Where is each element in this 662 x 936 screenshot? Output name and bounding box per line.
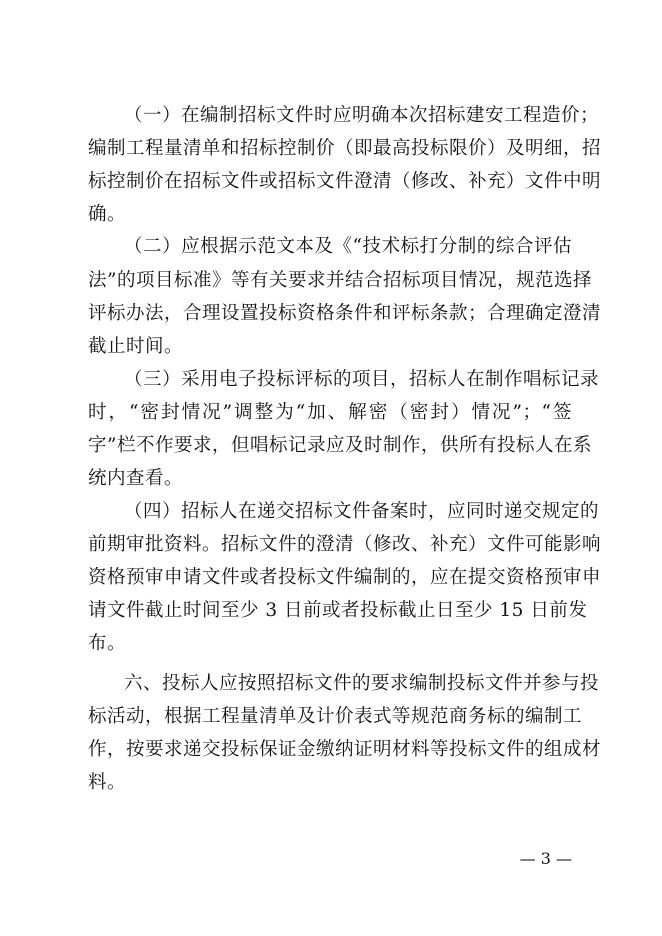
paragraph-5-line-2: 标活动，根据工程量清单及计价表式等规范商务标的编制工 <box>88 706 583 727</box>
paragraph-5-line-3: 作，按要求递交投标保证金缴纳证明材料等投标文件的组成材 <box>88 739 602 760</box>
paragraph-4-line-5: 布。 <box>88 633 127 654</box>
paragraph-4-line-4: 请文件截止时间至少 3 日前或者投标截止日至少 15 日前发 <box>88 600 588 621</box>
paragraph-4-line-2: 前期审批资料。招标文件的澄清（修改、补充）文件可能影响 <box>88 534 602 555</box>
paragraph-3-line-4: 统内查看。 <box>88 468 184 489</box>
paragraph-1-line-2: 编制工程量清单和招标控制价（即最高投标限价）及明细，招 <box>88 138 602 159</box>
paragraph-1-line-4: 确。 <box>88 204 127 225</box>
page-number: — 3 — <box>519 849 572 868</box>
paragraph-4-line-1: （四）招标人在递交招标文件备案时，应同时递交规定的 <box>124 501 600 522</box>
paragraph-3-line-2: 时，“密封情况”调整为“加、解密（密封）情况”；“签 <box>88 402 572 423</box>
paragraph-5-line-1: 六、投标人应按照招标文件的要求编制投标文件并参与投 <box>124 673 600 694</box>
paragraph-2-line-1: （二）应根据示范文本及《“技术标打分制的综合评估 <box>124 236 572 257</box>
paragraph-2-line-3: 评标办法，合理设置投标资格条件和评标条款；合理确定澄清 <box>88 303 602 324</box>
paragraph-1-line-3: 标控制价在招标文件或招标文件澄清（修改、补充）文件中明 <box>88 171 602 192</box>
paragraph-2-line-2: 法”的项目标准》等有关要求并结合招标项目情况，规范选择 <box>88 270 592 291</box>
paragraph-1-line-1: （一）在编制招标文件时应明确本次招标建安工程造价； <box>124 105 600 126</box>
paragraph-3-line-3: 字”栏不作要求，但唱标记录应及时制作，供所有投标人在系 <box>88 435 592 456</box>
paragraph-5-line-4: 料。 <box>88 772 127 793</box>
paragraph-3-line-1: （三）采用电子投标评标的项目，招标人在制作唱标记录 <box>124 369 600 390</box>
paragraph-2-line-4: 截止时间。 <box>88 336 184 357</box>
paragraph-4-line-3: 资格预审申请文件或者投标文件编制的，应在提交资格预审申 <box>88 567 602 588</box>
